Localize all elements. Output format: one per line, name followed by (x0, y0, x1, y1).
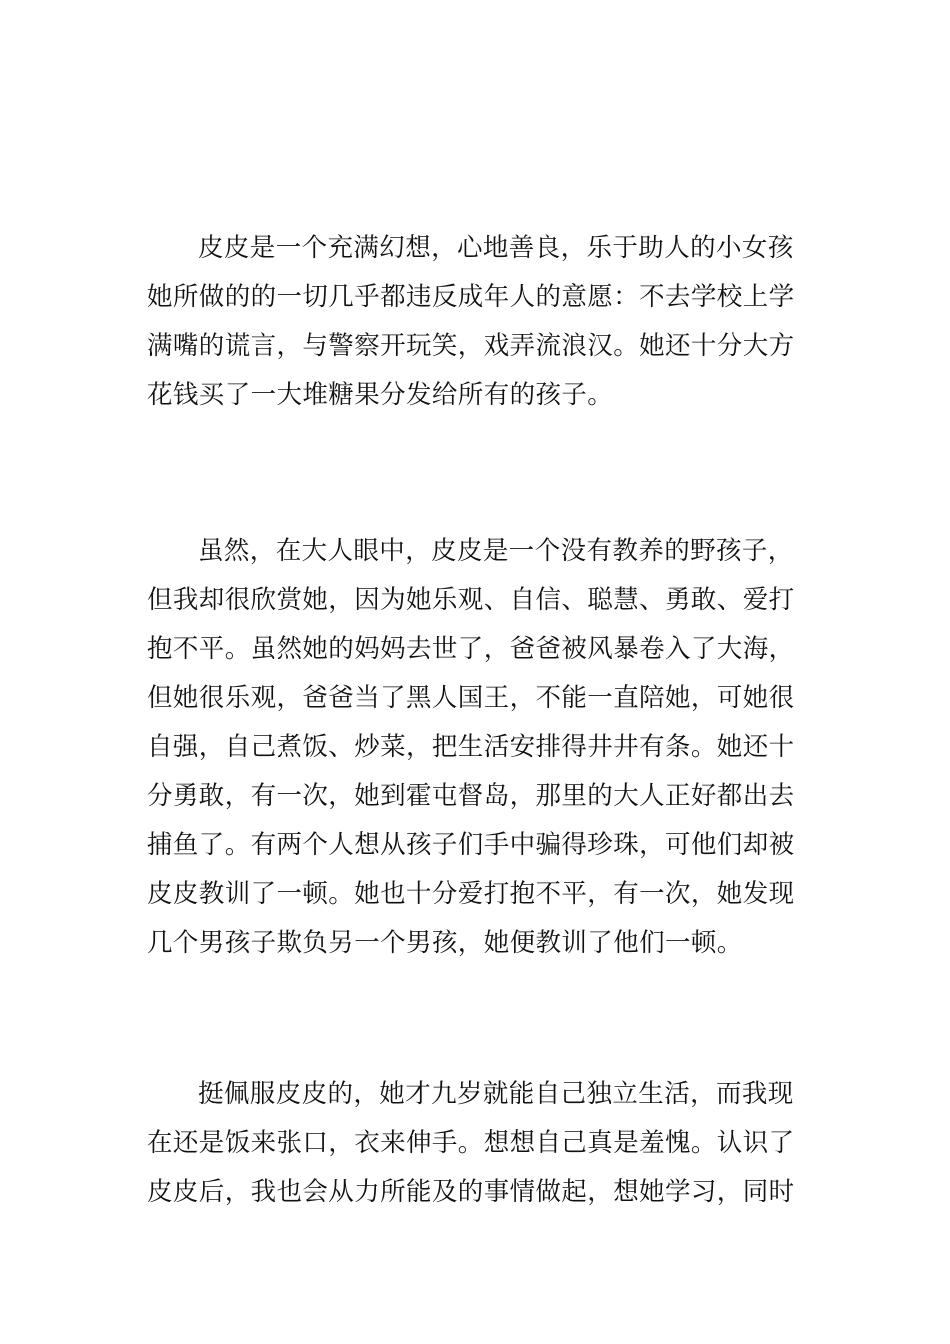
paragraph-line: 在还是饭来张口，衣来伸手。想想自己真是羞愧。认识了 (147, 1128, 795, 1158)
paragraph-1 (147, 224, 817, 420)
paragraph-line: 皮皮教训了一顿。她也十分爱打抱不平，有一次，她发现 (147, 879, 795, 909)
paragraph-line: 自强，自己煮饭、炒菜，把生活安排得井井有条。她还十 (147, 732, 795, 762)
paragraph-line: 皮皮后，我也会从力所能及的事情做起，想她学习，同时 (147, 1177, 795, 1207)
paragraph-line: 皮皮是一个充满幻想，心地善良，乐于助人的小女孩 (198, 233, 794, 263)
paragraph-line: 抱不平。虽然她的妈妈去世了，爸爸被风暴卷入了大海， (147, 634, 795, 664)
paragraph-line: 虽然，在大人眼中，皮皮是一个没有教养的野孩子， (198, 536, 794, 566)
paragraph-line: 分勇敢，有一次，她到霍屯督岛，那里的大人正好都出去 (147, 781, 795, 811)
paragraph-line: 几个男孩子欺负另一个男孩，她便教训了他们一顿。 (147, 928, 743, 958)
paragraph-3 (147, 1070, 817, 1217)
paragraph-2 (147, 527, 817, 968)
paragraph-line: 但我却很欣赏她，因为她乐观、自信、聪慧、勇敢、爱打 (147, 585, 795, 615)
paragraph-line: 捕鱼了。有两个人想从孩子们手中骗得珍珠，可他们却被 (147, 830, 795, 860)
paragraph-line: 满嘴的谎言，与警察开玩笑，戏弄流浪汉。她还十分大方 (147, 331, 795, 361)
paragraph-line: 花钱买了一大堆糖果分发给所有的孩子。 (147, 380, 614, 410)
paragraph-line: 挺佩服皮皮的，她才九岁就能自己独立生活，而我现 (198, 1079, 794, 1109)
paragraph-line: 但她很乐观，爸爸当了黑人国王，不能一直陪她，可她很 (147, 683, 795, 713)
paragraph-line: 她所做的的一切几乎都违反成年人的意愿：不去学校上学 (147, 282, 795, 312)
